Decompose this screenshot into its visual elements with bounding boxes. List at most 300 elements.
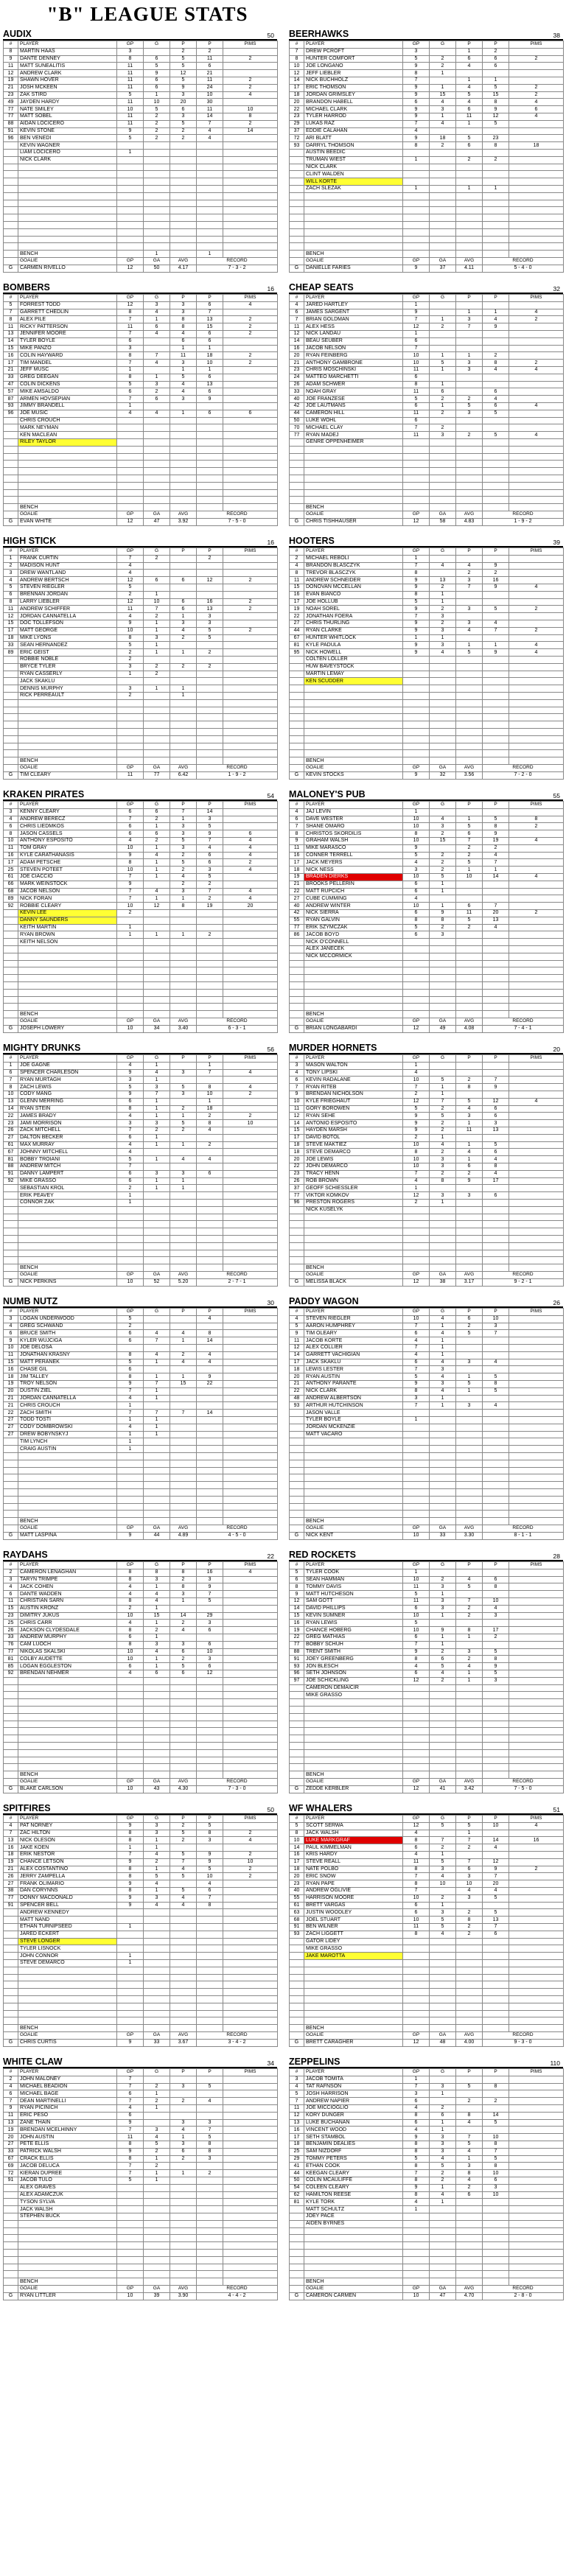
goals <box>430 1431 456 1438</box>
goals: 1 <box>144 1077 170 1084</box>
goals <box>430 2235 456 2242</box>
assists <box>456 1503 483 1511</box>
games-played <box>117 1488 144 1496</box>
player-row <box>4 867 278 874</box>
points: 10 <box>197 360 223 367</box>
assists: 8 <box>456 1627 483 1634</box>
column-header: # <box>4 1816 18 1823</box>
games-played: 11 <box>403 432 430 439</box>
player-name: RYAN MURTAGH <box>18 1077 117 1084</box>
player-name <box>304 2256 403 2264</box>
goals: 2 <box>430 830 456 838</box>
assists: 3 <box>170 2119 197 2127</box>
player-name: DREW BOBYNSKYJ <box>18 1431 117 1438</box>
goals <box>144 221 170 228</box>
column-header: RECORD <box>197 1778 278 1785</box>
goals <box>144 1482 170 1489</box>
player-row <box>4 1597 278 1605</box>
assists <box>170 1452 197 1460</box>
player-number: 23 <box>4 1120 18 1127</box>
player-name: ANDREW NAPIER <box>304 2098 403 2105</box>
player-name: TODD TOSTI <box>18 1416 117 1424</box>
player-number: 27 <box>4 2141 18 2148</box>
player-row <box>4 345 278 352</box>
games-played: 7 <box>403 1366 430 1373</box>
goals: 1 <box>430 881 456 888</box>
penalty-minutes <box>509 939 564 946</box>
player-row <box>4 1511 278 1518</box>
assists <box>456 1069 483 1077</box>
column-header: P <box>456 41 483 49</box>
penalty-minutes <box>223 1735 278 1743</box>
player-row <box>290 844 564 852</box>
games-played: 8 <box>117 1105 144 1113</box>
points <box>197 171 223 178</box>
player-number: 16 <box>290 2127 304 2134</box>
points <box>483 438 509 446</box>
penalty-minutes: 2 <box>509 316 564 323</box>
player-row <box>290 1488 564 1496</box>
goalie-label: G <box>290 1025 304 1032</box>
player-number: 5 <box>290 2090 304 2098</box>
player-number: 86 <box>290 931 304 939</box>
player-name <box>18 1721 117 1728</box>
player-row <box>4 1583 278 1591</box>
player-number <box>4 468 18 475</box>
penalty-minutes: 6 <box>509 106 564 113</box>
column-header: GP <box>403 41 430 49</box>
penalty-minutes <box>509 555 564 562</box>
player-name: TYLER HARROD <box>304 113 403 120</box>
player-number: 77 <box>290 432 304 439</box>
player-number: 16 <box>290 852 304 859</box>
points <box>197 453 223 461</box>
player-number: 21 <box>290 360 304 367</box>
points: 5 <box>197 1597 223 1605</box>
assists <box>456 699 483 707</box>
goals <box>144 909 170 917</box>
assists <box>456 989 483 996</box>
games-played: 8 <box>403 2112 430 2119</box>
points <box>197 2076 223 2083</box>
goals <box>144 192 170 200</box>
points <box>197 642 223 649</box>
points <box>197 214 223 222</box>
games-played <box>117 989 144 996</box>
games-played: 10 <box>403 1612 430 1620</box>
assists <box>170 2163 197 2170</box>
player-number <box>4 504 18 511</box>
penalty-minutes <box>509 1402 564 1410</box>
column-header: RECORD <box>483 511 564 518</box>
column-header: GP <box>117 1309 144 1316</box>
player-number: 27 <box>4 1134 18 1141</box>
goals <box>430 1214 456 1221</box>
bench-stat <box>456 251 483 258</box>
player-name <box>18 185 117 192</box>
column-header: P <box>456 1816 483 1823</box>
player-name <box>304 728 403 735</box>
points <box>483 1446 509 1453</box>
player-name: ERIK NESTOR <box>18 1851 117 1858</box>
column-header: GP <box>117 295 144 302</box>
player-number <box>290 945 304 953</box>
player-name: JARED ECKERT <box>18 1931 117 1938</box>
bench-stat <box>223 1518 278 1525</box>
points <box>483 243 509 251</box>
team-count: 56 <box>267 1046 274 1053</box>
player-number <box>4 2025 18 2032</box>
assists <box>456 1337 483 1345</box>
player-row <box>4 2256 278 2264</box>
points <box>483 1503 509 1511</box>
games-played <box>117 2256 144 2264</box>
games-played <box>403 1228 430 1236</box>
penalty-minutes <box>223 649 278 657</box>
games-played <box>117 1474 144 1482</box>
penalty-minutes <box>509 721 564 729</box>
player-row <box>4 1576 278 1583</box>
player-name <box>18 960 117 967</box>
player-number <box>290 1228 304 1236</box>
points: 5 <box>483 816 509 823</box>
penalty-minutes <box>223 1591 278 1598</box>
penalty-minutes: 2 <box>223 627 278 634</box>
penalty-minutes <box>223 1488 278 1496</box>
player-number: 12 <box>4 70 18 77</box>
bench-row <box>290 1011 564 1018</box>
player-row <box>290 750 564 757</box>
player-row <box>290 1938 564 1945</box>
assists: 6 <box>456 55 483 63</box>
points <box>483 1830 509 1837</box>
goals <box>144 996 170 1004</box>
column-header: GA <box>430 511 456 518</box>
player-row <box>4 1482 278 1489</box>
player-row <box>4 468 278 475</box>
player-row <box>4 2127 278 2134</box>
player-number <box>290 1482 304 1489</box>
column-header: P <box>483 548 509 556</box>
points <box>197 207 223 214</box>
penalty-minutes <box>223 402 278 410</box>
player-name <box>304 975 403 982</box>
games-played: 2 <box>403 1134 430 1141</box>
player-row <box>4 1410 278 1417</box>
goalie-label: G <box>290 1785 304 1793</box>
roster-table <box>289 1815 564 2047</box>
player-name <box>304 699 403 707</box>
player-name: JACK WALSH <box>18 2206 117 2213</box>
games-played: 10 <box>403 903 430 910</box>
player-number <box>4 1199 18 1206</box>
player-name <box>18 735 117 743</box>
assists <box>170 1438 197 1446</box>
points <box>197 2104 223 2112</box>
column-header <box>4 2031 18 2039</box>
penalty-minutes <box>223 1330 278 1337</box>
points: 3 <box>197 1576 223 1583</box>
goalie-row <box>4 1532 278 1539</box>
goals: 3 <box>430 1380 456 1387</box>
player-row <box>290 135 564 142</box>
penalty-minutes <box>509 852 564 859</box>
games-played <box>403 482 430 489</box>
player-row <box>290 1591 564 1598</box>
penalty-minutes: 4 <box>223 1084 278 1091</box>
points: 6 <box>197 1170 223 1177</box>
assists <box>456 2256 483 2264</box>
roster-table <box>289 547 564 780</box>
penalty-minutes: 2 <box>223 1866 278 1873</box>
player-number <box>290 981 304 989</box>
points <box>197 482 223 489</box>
player-name <box>18 1474 117 1482</box>
team-count: 51 <box>553 1806 560 1813</box>
player-number <box>290 453 304 461</box>
column-header <box>290 2285 304 2292</box>
assists <box>456 714 483 721</box>
player-row <box>4 2090 278 2098</box>
player-name <box>18 996 117 1004</box>
points <box>483 1257 509 1264</box>
column-header: GOALIE <box>304 1018 403 1025</box>
player-number <box>4 750 18 757</box>
games-played: 1 <box>117 366 144 374</box>
player-name: ERIC SNOW <box>304 1873 403 1880</box>
penalty-minutes: 2 <box>509 360 564 367</box>
player-row <box>290 678 564 685</box>
games-played: 8 <box>403 2177 430 2184</box>
player-name <box>304 735 403 743</box>
goals: 1 <box>144 374 170 381</box>
goals: 3 <box>430 2148 456 2155</box>
player-row <box>290 1323 564 1330</box>
points <box>197 221 223 228</box>
goals: 1 <box>430 113 456 120</box>
points: 3 <box>197 620 223 627</box>
player-row <box>290 2170 564 2177</box>
penalty-minutes <box>509 1677 564 1684</box>
player-name: DAVE WESTER <box>304 816 403 823</box>
player-name: JOEY PACE <box>304 2213 403 2220</box>
player-name: ROB BROWN <box>304 1177 403 1185</box>
games-played <box>403 1474 430 1482</box>
column-header <box>290 1525 304 1532</box>
column-header: P <box>197 41 223 49</box>
penalty-minutes <box>509 2199 564 2206</box>
points <box>197 192 223 200</box>
assists: 8 <box>456 1084 483 1091</box>
goals: 5 <box>430 1822 456 1830</box>
player-name: DAN CORYNNS <box>18 1887 117 1894</box>
games-played <box>117 707 144 714</box>
penalty-minutes: 4 <box>509 113 564 120</box>
player-number <box>4 2184 18 2191</box>
assists <box>170 1742 197 1749</box>
games-played <box>403 2213 430 2220</box>
player-name: CHASE GIL <box>18 1366 117 1373</box>
player-number: 18 <box>290 867 304 874</box>
player-row <box>290 1113 564 1120</box>
points: 3 <box>197 2119 223 2127</box>
player-row <box>4 1257 278 1264</box>
penalty-minutes <box>223 461 278 468</box>
assists <box>456 1764 483 1771</box>
assists: 6 <box>170 106 197 113</box>
goals: 4 <box>430 2155 456 2163</box>
player-name <box>304 1699 403 1707</box>
column-header: GOALIE <box>304 511 403 518</box>
goals <box>430 721 456 729</box>
points <box>483 2235 509 2242</box>
assists <box>170 1416 197 1424</box>
column-header: G <box>144 41 170 49</box>
player-number: 27 <box>4 1431 18 1438</box>
player-name <box>304 2242 403 2250</box>
penalty-minutes <box>223 2083 278 2090</box>
player-name: PRESTON ROGERS <box>304 1199 403 1206</box>
games-played: 9 <box>117 127 144 135</box>
penalty-minutes <box>223 656 278 663</box>
penalty-minutes: 2 <box>509 823 564 830</box>
points <box>197 1938 223 1945</box>
player-row <box>4 2213 278 2220</box>
player-row <box>290 1858 564 1866</box>
player-row <box>290 1873 564 1880</box>
games-played: 9 <box>117 1091 144 1098</box>
penalty-minutes <box>509 743 564 750</box>
penalty-minutes <box>223 2141 278 2148</box>
column-header: GP <box>117 1816 144 1823</box>
goals: 7 <box>144 1380 170 1387</box>
games-played <box>117 735 144 743</box>
goals <box>430 1503 456 1511</box>
goals <box>144 2264 170 2271</box>
player-number <box>290 728 304 735</box>
bench-label: BENCH <box>304 1264 403 1272</box>
games-played: 4 <box>117 1141 144 1149</box>
player-name <box>304 236 403 243</box>
player-row <box>4 1438 278 1446</box>
points <box>197 2163 223 2170</box>
goals <box>430 1735 456 1743</box>
assists: 2 <box>170 867 197 874</box>
player-row <box>4 185 278 192</box>
player-number: 68 <box>290 1917 304 1924</box>
penalty-minutes <box>509 1170 564 1177</box>
points: 8 <box>483 823 509 830</box>
player-name: CAMERON LENAGHAN <box>18 1569 117 1576</box>
player-row <box>290 1981 564 1989</box>
points <box>197 2003 223 2010</box>
player-number <box>290 692 304 699</box>
goals <box>430 2206 456 2213</box>
points: 4 <box>483 1170 509 1177</box>
points: 6 <box>483 2177 509 2184</box>
goals <box>144 2199 170 2206</box>
player-row <box>290 424 564 432</box>
goals <box>144 1221 170 1228</box>
goals <box>430 1887 456 1894</box>
player-name: JONATHAN KRASNY <box>18 1351 117 1359</box>
assists <box>456 2206 483 2213</box>
player-row <box>4 1235 278 1242</box>
games-played: 4 <box>117 1424 144 1431</box>
column-header <box>4 511 18 518</box>
points <box>197 2242 223 2250</box>
points <box>197 2090 223 2098</box>
games-played: 3 <box>117 685 144 693</box>
goals: 2 <box>430 2177 456 2184</box>
player-row <box>4 2220 278 2227</box>
penalty-minutes <box>223 1337 278 1345</box>
player-number <box>4 1242 18 1250</box>
assists <box>170 1424 197 1431</box>
penalty-minutes <box>223 99 278 106</box>
assists: 2 <box>456 570 483 577</box>
penalty-minutes <box>509 830 564 838</box>
player-number: 7 <box>290 2098 304 2105</box>
goals-against-average: 3.56 <box>456 771 483 779</box>
column-header: GP <box>403 1778 430 1785</box>
assists <box>170 2104 197 2112</box>
assists: 3 <box>170 888 197 895</box>
goals <box>144 142 170 150</box>
player-number: 16 <box>4 1844 18 1852</box>
points <box>483 178 509 186</box>
goals: 2 <box>430 1844 456 1852</box>
games-played: 1 <box>403 156 430 164</box>
assists <box>456 1091 483 1098</box>
penalty-minutes <box>509 171 564 178</box>
column-header <box>4 1271 18 1278</box>
points: 12 <box>197 1670 223 1677</box>
points <box>197 1713 223 1721</box>
goals <box>144 1742 170 1749</box>
assists: 3 <box>170 823 197 830</box>
games-played <box>117 721 144 729</box>
games-played <box>117 1742 144 1749</box>
bench-stat <box>170 1518 197 1525</box>
goalie-header-row <box>4 2031 278 2039</box>
assists <box>170 1344 197 1351</box>
goals <box>430 981 456 989</box>
penalty-minutes <box>223 1452 278 1460</box>
bench-stat <box>170 757 197 765</box>
goals: 6 <box>430 1656 456 1663</box>
goalie-label: G <box>290 265 304 272</box>
goals <box>430 1713 456 1721</box>
penalty-minutes <box>509 981 564 989</box>
goals <box>144 1923 170 1931</box>
player-row <box>290 2191 564 2199</box>
team-stats-block <box>289 2058 563 2304</box>
player-row <box>4 207 278 214</box>
points <box>197 1605 223 1612</box>
player-number: 15 <box>290 1127 304 1134</box>
column-header: P <box>170 41 197 49</box>
player-row <box>290 1880 564 1888</box>
player-number <box>290 2227 304 2235</box>
games-played: 11 <box>403 1858 430 1866</box>
penalty-minutes <box>223 1424 278 1431</box>
assists: 3 <box>170 1591 197 1598</box>
player-row <box>4 438 278 446</box>
assists <box>170 1395 197 1402</box>
player-number: 96 <box>290 1670 304 1677</box>
penalty-minutes <box>509 200 564 207</box>
